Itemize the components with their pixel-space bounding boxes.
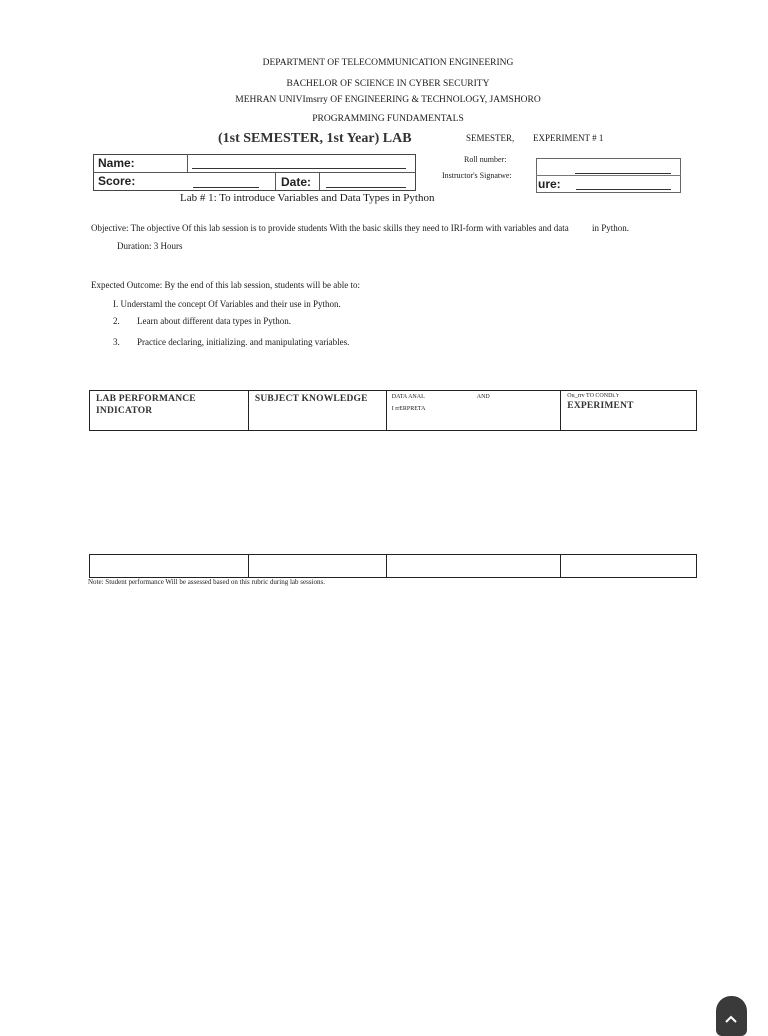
list-item-text: Practice declaring, initializing. and manipulating variables. xyxy=(137,337,350,347)
rubric-score-cell[interactable] xyxy=(90,555,249,578)
score-label: Score: xyxy=(98,174,136,188)
signature-field[interactable] xyxy=(576,189,671,190)
instructor-signature-label: Instructor's Signatwe: xyxy=(442,171,512,180)
lab-title: Lab # 1: To introduce Variables and Data Types in Python xyxy=(180,192,435,204)
chevron-up-icon xyxy=(724,1014,738,1024)
rubric-header-table xyxy=(89,390,697,431)
program-heading: BACHELOR OF SCIENCE IN CYBER SECURITY xyxy=(286,79,490,89)
date-label: Date: xyxy=(281,175,312,189)
list-item-number: I. xyxy=(113,299,119,309)
university-heading: MEHRAN UNIVImsrry OF ENGINEERING & TECHNOLOGY, JAMSHORO xyxy=(235,95,541,105)
rubric-score-cell[interactable] xyxy=(248,555,386,578)
rubric-score-table xyxy=(89,554,697,578)
department-heading: DEPARTMENT OF TELECOMMUNICATION ENGINEERING xyxy=(262,58,514,68)
roll-number-label: Roll number: xyxy=(464,155,507,164)
objective-text: Objective: The objective Of this lab session is to provide students With the basic skills they need to IRI-form with variables and data xyxy=(91,223,569,233)
rubric-col-indicator: LAB PERFORMANCE INDICATOR xyxy=(90,391,249,431)
scroll-up-button[interactable] xyxy=(716,996,747,1036)
date-field[interactable] xyxy=(326,187,406,188)
course-heading: PROGRAMMING FUNDAMENTALS xyxy=(312,114,464,124)
name-label: Name: xyxy=(98,156,135,170)
rubric-col-knowledge: SUBJECT KNOWLEDGE xyxy=(248,391,386,431)
duration-text: Duration: 3 Hours xyxy=(117,241,183,251)
list-item-number: 2. xyxy=(113,316,120,326)
roll-number-field[interactable] xyxy=(575,173,671,174)
score-field[interactable] xyxy=(193,187,259,188)
signature-short-label: ure: xyxy=(538,177,561,191)
rubric-score-cell[interactable] xyxy=(561,555,697,578)
experiment-label: EXPERIMENT # 1 xyxy=(533,133,604,143)
list-item xyxy=(113,337,350,347)
rubric-col-analysis: DATA ANAL AND I rrERPRETA xyxy=(386,391,561,431)
semester-title: (1st SEMESTER, 1st Year) LAB xyxy=(218,131,412,146)
outcome-intro: Expected Outcome: By the end of this lab session, students will be able to: xyxy=(91,280,360,290)
rubric-score-cell[interactable] xyxy=(386,555,561,578)
objective-suffix: in Python. xyxy=(592,223,630,233)
list-item xyxy=(113,316,292,326)
rubric-note: Note: Student performance Will be assessed based on this rubric during lab sessions. xyxy=(88,578,325,586)
list-item-text: Learn about different data types in Python. xyxy=(137,316,292,326)
semester-label: SEMESTER, xyxy=(466,133,515,143)
list-item-text: Understaml the concept Of Variables and their use in Python. xyxy=(120,299,341,309)
list-item xyxy=(113,299,341,309)
rubric-col-experiment: Ou_rrv TO CONDi.'r EXPERIMENT xyxy=(561,391,697,431)
name-field[interactable] xyxy=(192,168,406,169)
list-item-number: 3. xyxy=(113,337,120,347)
